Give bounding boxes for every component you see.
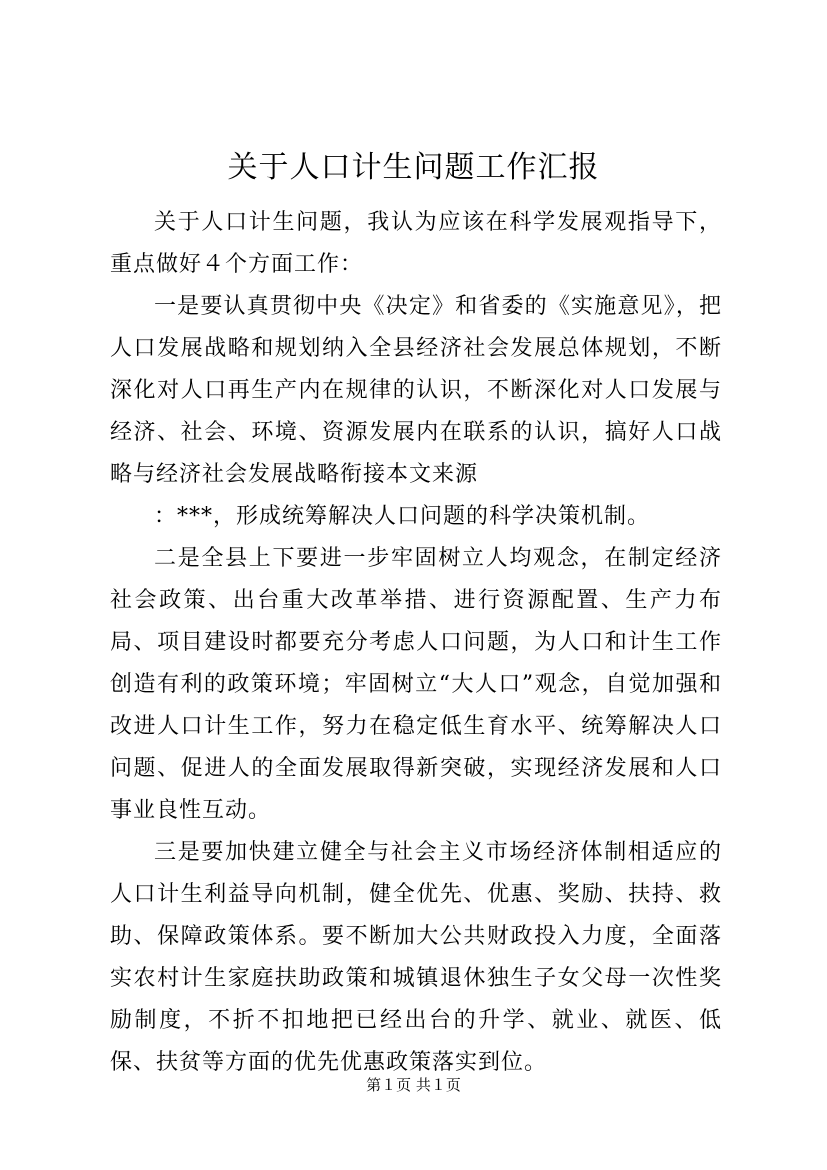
document-title: 关于人口计生问题工作汇报 bbox=[227, 150, 600, 185]
document-body bbox=[110, 202, 722, 1084]
paragraph-source-note: ：***，形成统筹解决人口问题的科学决策机制。 bbox=[154, 504, 651, 529]
paragraph-point-two: 二是全县上下要进一步牢固树立人均观念，在制定经济社会政策、出台重大改革举措、进行资源配置、生产力布局、项目建设时都要充分考虑人口问题，为人口和计生工作创造有利的政策环境；牢固树立“大人口”观念，自觉加强和改进人口计生工作，努力在稳定低生育水平、统筹解决人口问题、促进人的全面发展取得新突破，实现经济发展和人口事业良性互动。 bbox=[110, 546, 722, 823]
paragraph-point-one: 一是要认真贯彻中央《决定》和省委的《实施意见》，把人口发展战略和规划纳入全县经济社会发展总体规划，不断深化对人口再生产内在规律的认识，不断深化对人口发展与经济、社会、环境、资源发展内在联系的认识，搞好人口战略与经济社会发展战略衔接本文来源 bbox=[110, 294, 722, 487]
paragraph-point-three: 三是要加快建立健全与社会主义市场经济体制相适应的人口计生利益导向机制，健全优先、优惠、奖励、扶持、救助、保障政策体系。要不断加大公共财政投入力度，全面落实农村计生家庭扶助政策和城镇退休独生子女父母一次性奖励制度，不折不扣地把已经出台的升学、就业、就医、低保、扶贫等方面的优先优惠政策落实到位。 bbox=[110, 840, 722, 1075]
page-number-footer: 第１页 共１页 bbox=[366, 1076, 461, 1094]
paragraph-intro: 关于人口计生问题，我认为应该在科学发展观指导下，重点做好４个方面工作： bbox=[110, 210, 722, 277]
